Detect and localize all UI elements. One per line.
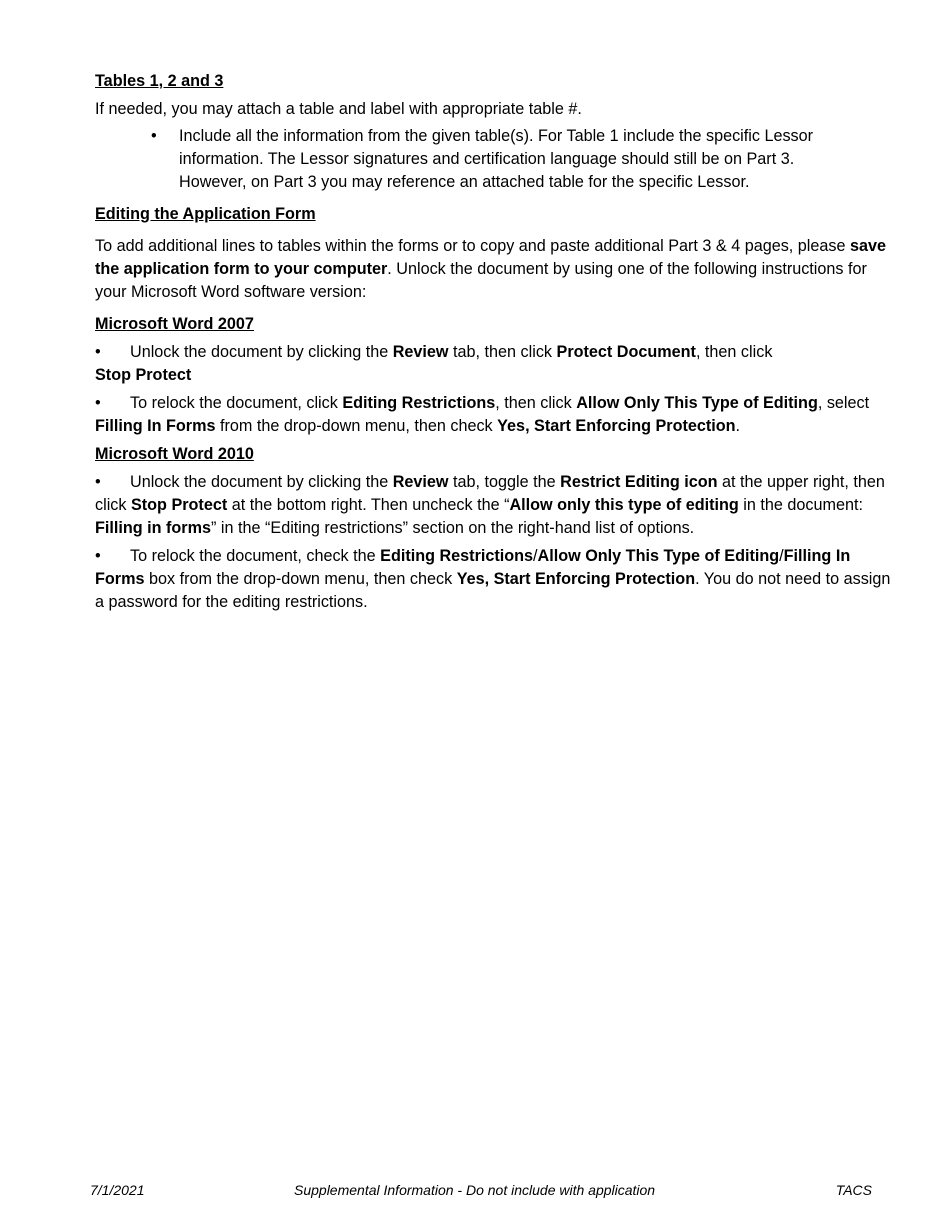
word2007-heading: Microsoft Word 2007: [95, 315, 254, 333]
document-page: [95, 70, 895, 614]
tables-bullet-list: [95, 125, 895, 194]
tables-bullet-line-3: However, on Part 3 you may reference an attached table for the specific Lessor.: [179, 173, 750, 191]
bullet-icon: •: [95, 394, 101, 412]
word2007-unlock-item: • Unlock the document by clicking the Review tab, then click Protect Document, then click Stop Protect: [95, 343, 773, 384]
tables-bullet-line-1: Include all the information from the given table(s). For Table 1 include the specific Lessor: [179, 127, 814, 145]
word2010-heading: Microsoft Word 2010: [95, 445, 254, 463]
bullet-icon: •: [95, 343, 101, 361]
tables-heading: Tables 1, 2 and 3: [95, 72, 224, 90]
footer-date: 7/1/2021: [90, 1182, 145, 1198]
tables-bullet-line-2: information. The Lessor signatures and certification language should still be on Part 3.: [179, 150, 795, 168]
word2007-relock-item: • To relock the document, click Editing Restrictions, then click Allow Only This Type of Editing, select Filling In Forms from the drop-down menu, then check Yes, Start Enforcing Protection.: [95, 394, 870, 435]
footer-center-note: Supplemental Information - Do not include with application: [294, 1182, 656, 1198]
bullet-icon: •: [95, 547, 101, 565]
word2010-unlock-item: • Unlock the document by clicking the Review tab, toggle the Restrict Editing icon at the upper right, then click Stop Protect at the bottom right. Then uncheck the “Allow only this type of editing in the document: Filling in forms” in the “Editing restrictions” section on the right-hand list of options.: [95, 473, 885, 537]
editing-paragraph: To add additional lines to tables within the forms or to copy and paste additional Part 3 & 4 pages, please save the application form to your computer. Unlock the document by using one of the following instructions for your Microsoft Word software version:: [95, 237, 887, 301]
save-form-emphasis: save the application form to your computer: [95, 237, 887, 278]
footer-right-label: TACS: [835, 1182, 872, 1198]
word2010-relock-item: • To relock the document, check the Editing Restrictions/Allow Only This Type of Editing/Filling In Forms box from the drop-down menu, then check Yes, Start Enforcing Protection. You do not need to assign a password for the editing restrictions.: [95, 547, 891, 611]
editing-heading: Editing the Application Form: [95, 205, 316, 223]
bullet-icon: •: [151, 127, 157, 145]
list-item: [95, 125, 895, 194]
bullet-icon: •: [95, 473, 101, 491]
tables-intro: If needed, you may attach a table and label with appropriate table #.: [95, 100, 582, 118]
